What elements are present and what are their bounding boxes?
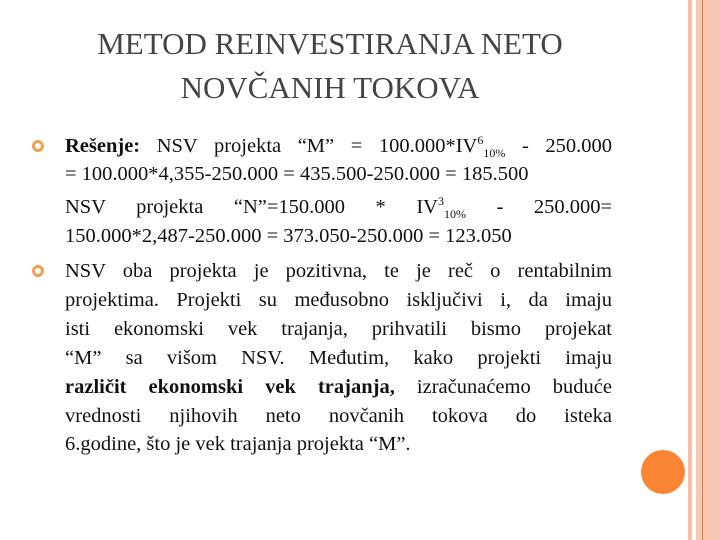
text-line: “M” sa višom NSV. Međutim, kako projekti imaju bbox=[65, 347, 612, 369]
text-line: NSV oba projekta je pozitivna, te je reč o rentabilnim bbox=[65, 260, 612, 282]
text-line: vrednosti njihovih neto novčanih tokova do isteka bbox=[65, 405, 612, 427]
slide-title bbox=[20, 22, 640, 110]
text-line: različit ekonomski vek trajanja, izračunaćemo buduće bbox=[65, 376, 612, 398]
text-line: isti ekonomski vek trajanja, prihvatili bismo projekat bbox=[65, 318, 612, 340]
bullet-icon bbox=[32, 265, 44, 277]
text-line: projektima. Projekti su međusobno isključivi i, da imaju bbox=[65, 289, 612, 311]
text-line: 150.000*2,487-250.000 = 373.050-250.000 = 123.050 bbox=[65, 225, 512, 247]
title-line: NOVČANIH TOKOVA bbox=[180, 70, 480, 105]
text-line: Rešenje: NSV projekta “M” = $100.000*IV^6_{10\%} - 250.000$ bbox=[65, 133, 612, 161]
bullet-icon bbox=[32, 140, 44, 152]
stripe bbox=[696, 0, 720, 540]
text-line: 6.godine, što je vek trajanja projekta “M”. bbox=[65, 433, 411, 455]
title-line: METOD REINVESTIRANJA NETO bbox=[97, 26, 563, 61]
stripe bbox=[688, 0, 692, 540]
text-line: NSV projekta “N”=150.000 * $IV^3_{10\%} - 250.000=$ bbox=[65, 194, 613, 222]
text-line: = 100.000*4,355-250.000 = 435.500-250.000 = 185.500 bbox=[65, 163, 529, 185]
stripe-line bbox=[702, 0, 703, 540]
decorative-circle bbox=[641, 450, 685, 494]
